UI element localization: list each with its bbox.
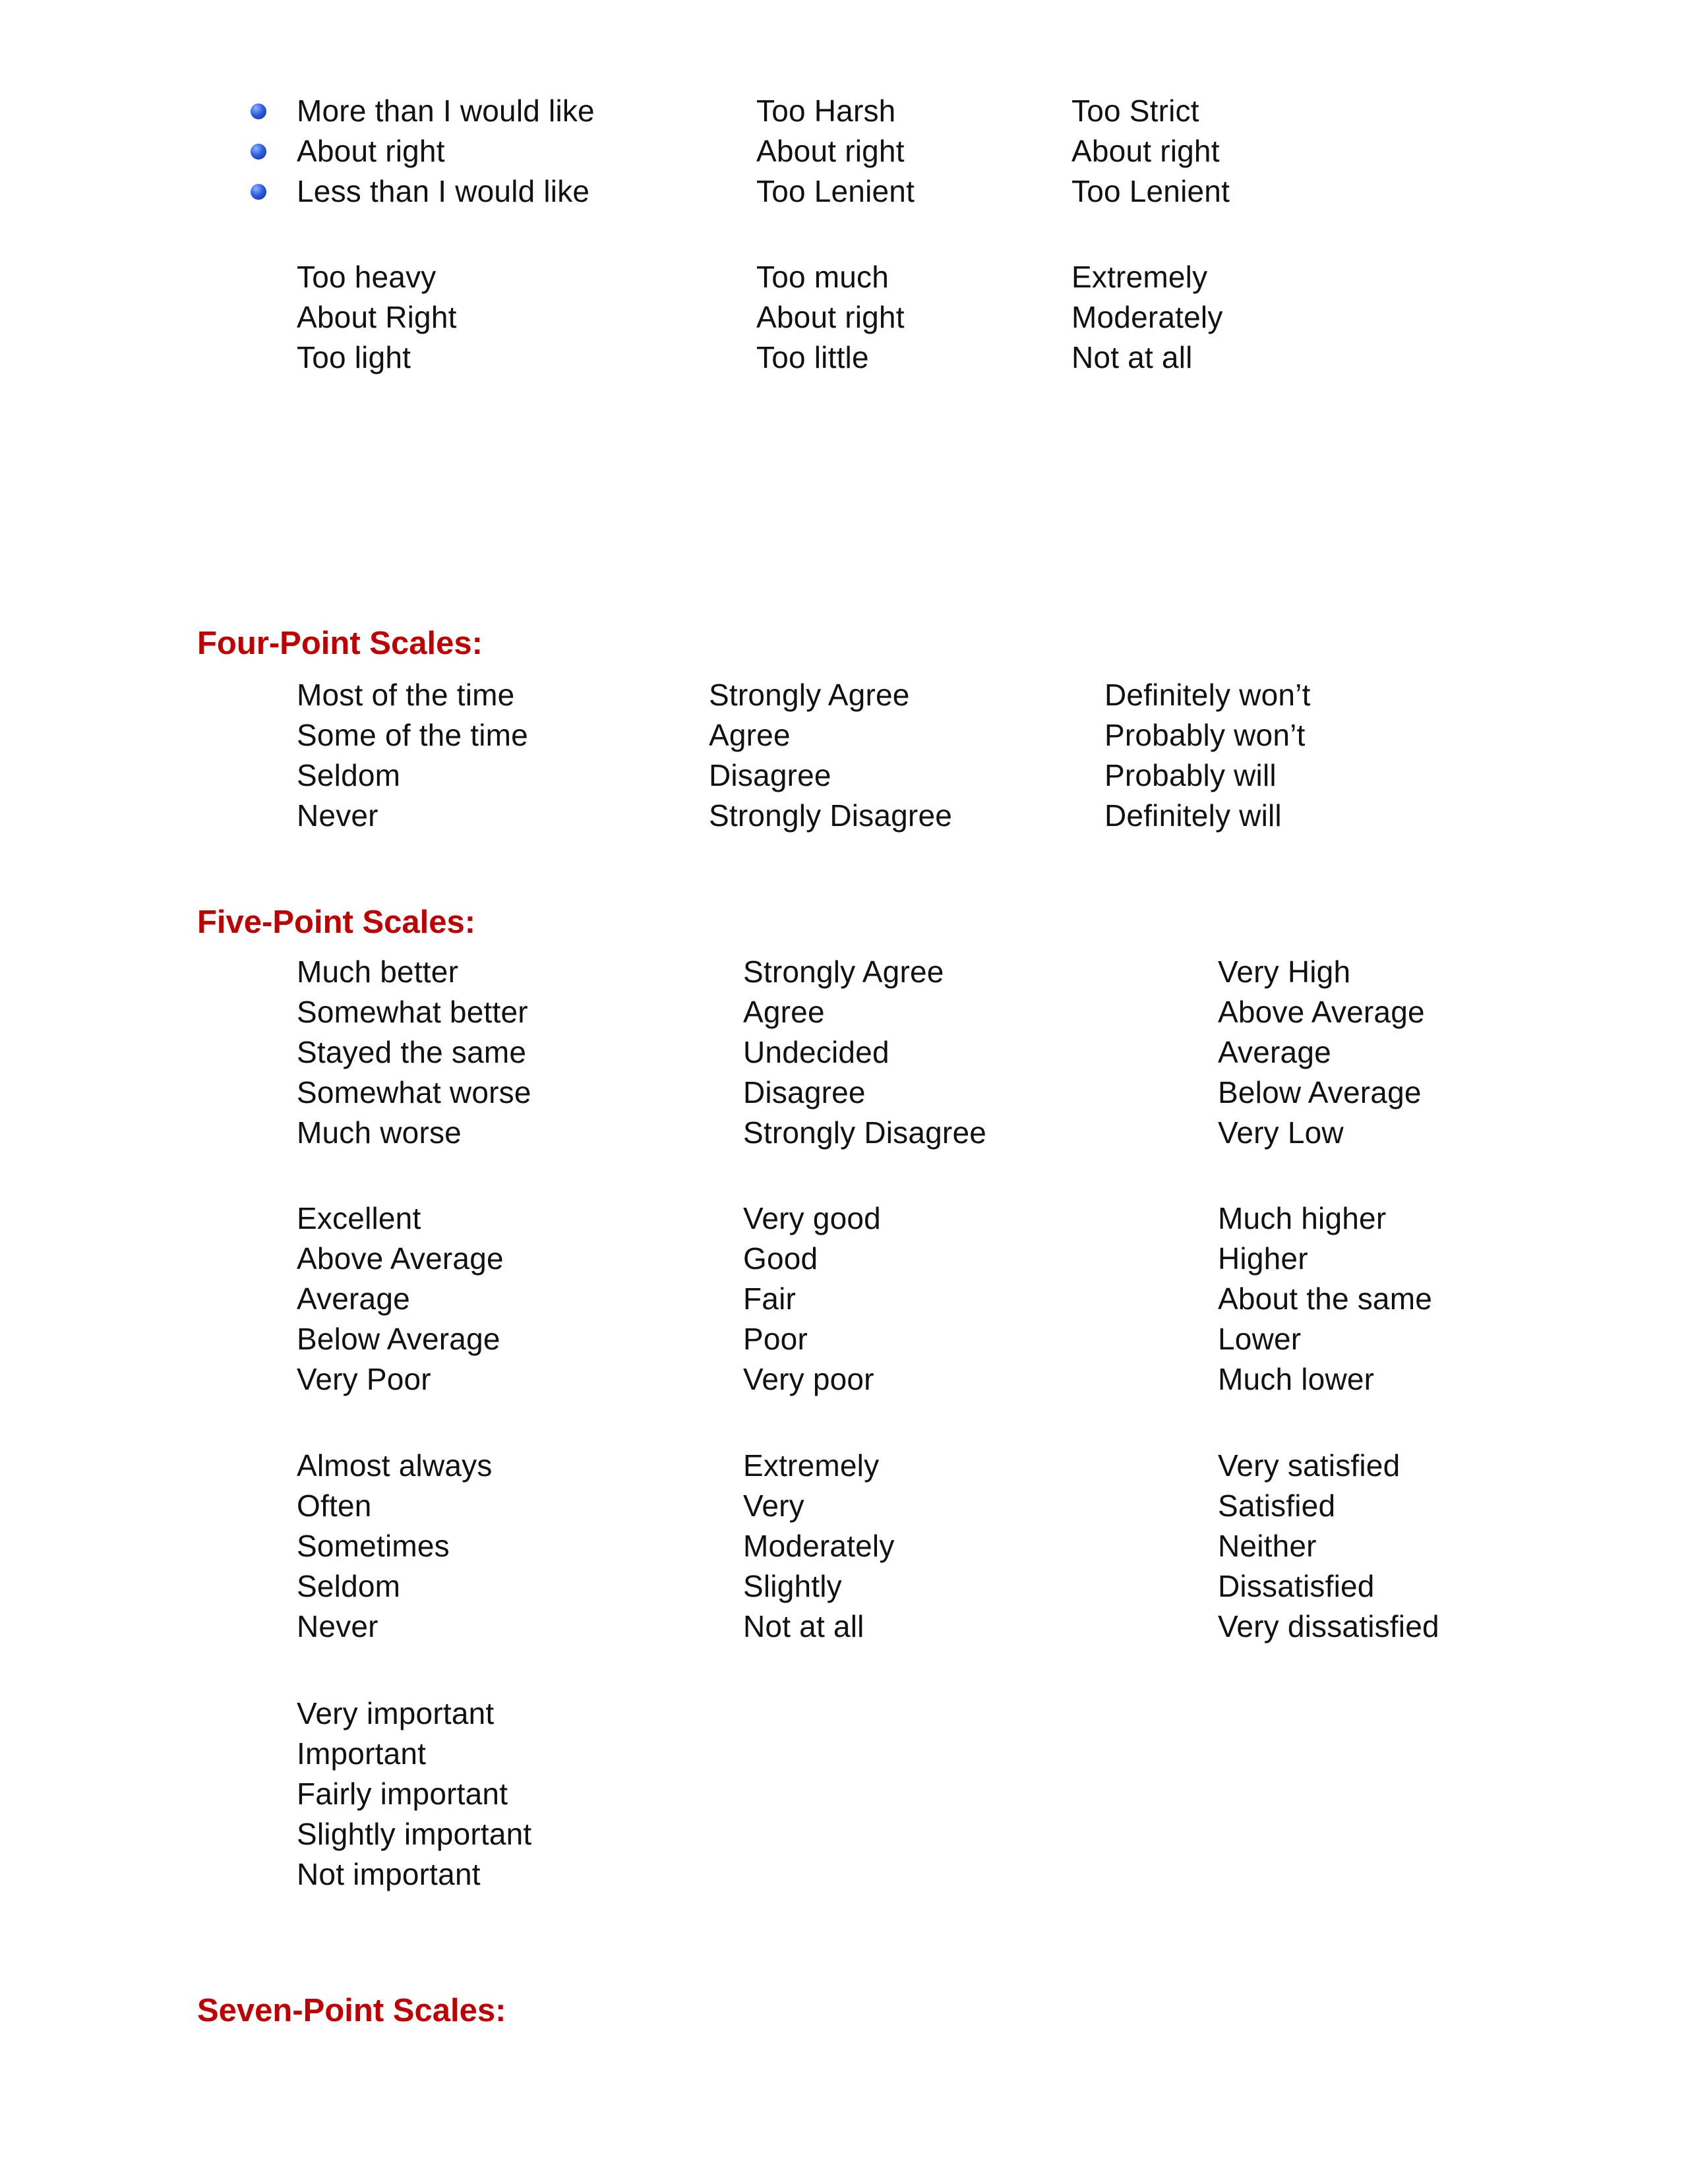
five-point-options-quality [297, 1198, 504, 1400]
list-item: Strongly Agree [743, 955, 944, 989]
four-point-heading: Four-Point Scales: [197, 626, 483, 661]
list-item: Disagree [743, 1075, 866, 1109]
bullet-icon [251, 184, 266, 200]
list-item: Higher [1218, 1241, 1308, 1276]
three-point-options-strictness [1071, 91, 1230, 212]
list-item: Slightly [743, 1569, 842, 1603]
list-item: Much worse [297, 1115, 462, 1150]
list-item: Too light [297, 340, 411, 374]
list-item: Probably won’t [1104, 718, 1306, 752]
list-item: Probably will [1104, 758, 1277, 792]
three-point-options-degree [1071, 257, 1223, 378]
four-point-options-frequency [297, 675, 528, 836]
list-item: Very poor [743, 1362, 874, 1396]
list-item: Often [297, 1489, 372, 1523]
list-item: Undecided [743, 1035, 889, 1069]
five-point-options-importance [297, 1694, 531, 1895]
list-item: More than I would like [297, 91, 595, 131]
list-item: Satisfied [1218, 1489, 1336, 1523]
list-item: Much lower [1218, 1362, 1375, 1396]
list-item: About Right [297, 300, 457, 334]
list-item: Extremely [743, 1448, 880, 1483]
list-item: Above Average [297, 1241, 504, 1276]
bullet-icon [251, 103, 266, 119]
list-item: Too little [756, 340, 869, 374]
list-item: Very Low [1218, 1115, 1344, 1150]
list-item: Most of the time [297, 678, 515, 712]
list-item: Seldom [297, 758, 401, 792]
list-item: Disagree [709, 758, 831, 792]
three-point-options-harshness [756, 91, 915, 212]
list-item: Much better [297, 955, 459, 989]
list-item: Not at all [743, 1609, 864, 1643]
list-item: Agree [743, 995, 825, 1029]
five-point-options-change [297, 952, 531, 1153]
list-item: Fairly important [297, 1777, 508, 1811]
list-item: Some of the time [297, 718, 528, 752]
list-item: About right [756, 300, 905, 334]
list-item: Agree [709, 718, 791, 752]
list-item: Somewhat better [297, 995, 528, 1029]
five-point-options-intensity [743, 1446, 895, 1647]
list-item: Not important [297, 1857, 481, 1891]
list-item: Strongly Disagree [743, 1115, 987, 1150]
list-item: Very High [1218, 955, 1351, 989]
list-item: Too Harsh [756, 94, 896, 128]
list-item: Important [297, 1736, 427, 1771]
bullet-icon [251, 144, 266, 160]
list-item: Moderately [1071, 300, 1223, 334]
list-item: Fair [743, 1282, 797, 1316]
list-item: Stayed the same [297, 1035, 527, 1069]
list-item: Above Average [1218, 995, 1425, 1029]
five-point-options-satisfaction [1218, 1446, 1439, 1647]
list-item: Dissatisfied [1218, 1569, 1375, 1603]
list-item: Very important [297, 1696, 495, 1730]
list-item: Too much [756, 260, 889, 294]
list-item: Almost always [297, 1448, 493, 1483]
list-item: Strongly Agree [709, 678, 910, 712]
five-point-options-comparison [1218, 1198, 1432, 1400]
five-point-options-frequency [297, 1446, 493, 1647]
list-item: Neither [1218, 1529, 1317, 1563]
list-item: Sometimes [297, 1529, 450, 1563]
list-item: Too Lenient [1071, 174, 1230, 208]
list-item: Extremely [1071, 260, 1208, 294]
list-item: Somewhat worse [297, 1075, 531, 1109]
list-item: Average [297, 1282, 410, 1316]
list-item: Very good [743, 1201, 881, 1235]
list-item: About right [1071, 134, 1220, 168]
four-point-options-agreement [709, 675, 952, 836]
list-item: Never [297, 798, 378, 833]
list-item: Never [297, 1609, 378, 1643]
seven-point-heading: Seven-Point Scales: [197, 1993, 506, 2028]
list-item: Good [743, 1241, 818, 1276]
list-item: Less than I would like [297, 171, 595, 212]
list-item: Poor [743, 1322, 808, 1356]
list-item: Much higher [1218, 1201, 1387, 1235]
five-point-options-agreement [743, 952, 986, 1153]
list-item: Seldom [297, 1569, 401, 1603]
list-item: Not at all [1071, 340, 1193, 374]
three-point-options-amount [756, 257, 905, 378]
list-item: Very satisfied [1218, 1448, 1401, 1483]
list-item: Very Poor [297, 1362, 431, 1396]
list-item: Very [743, 1489, 804, 1523]
five-point-options-level [1218, 952, 1425, 1153]
list-item: Moderately [743, 1529, 895, 1563]
list-item: Very dissatisfied [1218, 1609, 1439, 1643]
list-item: Strongly Disagree [709, 798, 953, 833]
five-point-options-rating [743, 1198, 881, 1400]
list-item: Below Average [1218, 1075, 1422, 1109]
list-item: Slightly important [297, 1817, 532, 1851]
list-item: Below Average [297, 1322, 500, 1356]
list-item: Average [1218, 1035, 1331, 1069]
five-point-heading: Five-Point Scales: [197, 904, 476, 940]
list-item: Excellent [297, 1201, 421, 1235]
list-item: Lower [1218, 1322, 1302, 1356]
list-item: Too Lenient [756, 174, 915, 208]
list-item: About right [756, 134, 905, 168]
four-point-options-likelihood [1104, 675, 1311, 836]
list-item: Too Strict [1071, 94, 1199, 128]
list-item: Definitely will [1104, 798, 1282, 833]
three-point-options-frequency [297, 91, 595, 212]
list-item: About the same [1218, 1282, 1433, 1316]
list-item: Too heavy [297, 260, 437, 294]
three-point-options-weight [297, 257, 457, 378]
list-item: About right [297, 131, 595, 171]
list-item: Definitely won’t [1104, 678, 1311, 712]
